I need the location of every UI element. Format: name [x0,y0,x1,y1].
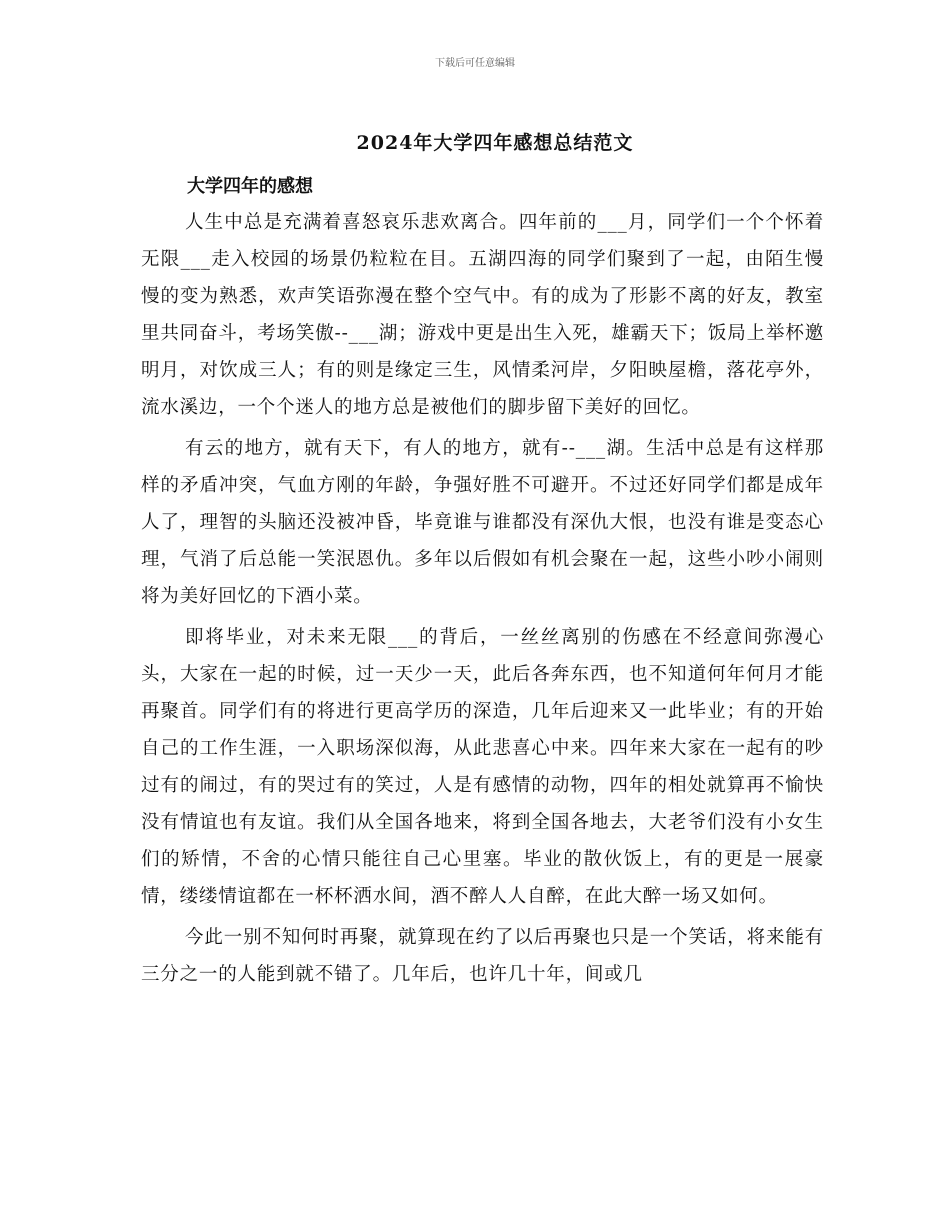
section-heading: 大学四年的感想 [187,176,313,197]
page-header-note: 下载后可任意编辑 [435,58,515,69]
paragraph-3: 即将毕业，对未来无限___的背后，一丝丝离别的伤感在不经意间弥漫心头，大家在一起的时候，过一天少一天，此后各奔东西，也不知道何年何月才能再聚首。同学们有的将进行更高学历的深造，几年后迎来又一此毕业；有的开始自己的工作生涯，一入职场深似海，从此悲喜心中来。四年来大家在一起有的吵过有的闹过，有的哭过有的笑过，人是有感情的动物，四年的相处就算再不愉快没有情谊也有友谊。我们从全国各地来，将到全国各地去，大老爷们没有小女生们的矫情，不舍的心情只能往自己心里塞。毕业的散伙饭上，有的更是一展豪情，缕缕情谊都在一杯杯洒水间，酒不醉人人自醉，在此大醉一场又如何。 [141,627,824,907]
document-title: 2024年大学四年感想总结范文 [356,132,634,154]
document-body [141,170,824,997]
paragraph-1: 人生中总是充满着喜怒哀乐悲欢离合。四年前的___月，同学们一个个怀着无限___走入校园的场景仍粒粒在目。五湖四海的同学们聚到了一起，由陌生慢慢的变为熟悉，欢声笑语弥漫在整个空气中。有的成为了形影不离的好友，教室里共同奋斗，考场笑傲--___湖；游戏中更是出生入死，雄霸天下；饭局上举杯邀明月，对饮成三人；有的则是缘定三生，风情柔河岸，夕阳映屋檐，落花亭外，流水溪边，一个个迷人的地方总是被他们的脚步留下美好的回忆。 [141,212,824,418]
paragraph-4: 今此一别不知何时再聚，就算现在约了以后再聚也只是一个笑话，将来能有三分之一的人能到就不错了。几年后，也许几十年，间或几 [141,927,824,985]
paragraph-2: 有云的地方，就有天下，有人的地方，就有--___湖。生活中总是有这样那样的矛盾冲突，气血方刚的年龄，争强好胜不可避开。不过还好同学们都是成年人了，理智的头脑还没被冲昏，毕竟谁与谁都没有深仇大恨，也没有谁是变态心理，气消了后总能一笑泯恩仇。多年以后假如有机会聚在一起，这些小吵小闹则将为美好回忆的下酒小菜。 [141,438,824,607]
